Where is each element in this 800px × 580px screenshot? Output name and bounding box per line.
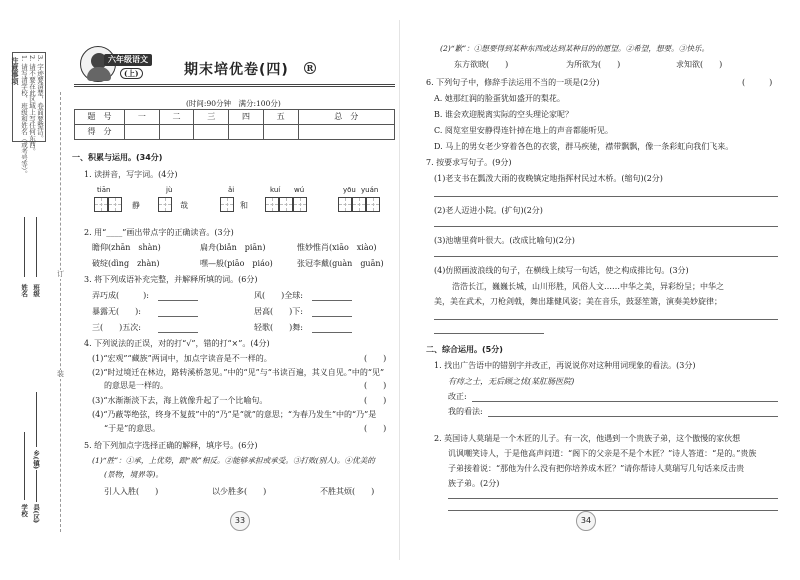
score-cell-1[interactable] <box>125 125 160 140</box>
s2-q1-view-line[interactable] <box>488 416 778 417</box>
q7-answer-line-2[interactable] <box>434 226 778 227</box>
q4-answer-4[interactable]: ( ) <box>364 424 387 433</box>
cut-label: 订 <box>57 270 64 278</box>
binding-strip <box>8 52 62 552</box>
q4-item-1: (1)“宏观”“藏族”两词中，加点字读音是不一样的。 <box>92 354 272 363</box>
score-cell-2[interactable] <box>159 125 194 140</box>
header-rule-2 <box>74 86 395 87</box>
q3-answer-line-5[interactable] <box>158 332 198 333</box>
student-body-icon <box>87 67 111 81</box>
name-line[interactable] <box>24 217 25 277</box>
q3-item-1: 弄巧成( ): <box>92 291 149 300</box>
score-col-5: 五 <box>263 110 298 125</box>
q3-answer-line-6[interactable] <box>312 332 352 333</box>
q1-box-6[interactable] <box>279 197 293 212</box>
q3-item-4: 居高( )下: <box>254 307 303 316</box>
q5-item-2[interactable]: 以少胜多( ) <box>212 487 267 496</box>
q2-stem: 2. 用“____”画出带点字的正确读音。(3分) <box>84 228 234 237</box>
s2-q2-answer-line-2[interactable] <box>448 510 778 511</box>
q4-stem: 4. 下列说法的正误，对的打“√”，错的打“×”。(4分) <box>84 339 270 348</box>
score-table-score-row <box>75 125 395 140</box>
score-col-3: 三 <box>194 110 229 125</box>
s2-q1-stem: 1. 找出广告语中的错别字并改正，再说说你对这种用词现象的看法。(3分) <box>434 361 696 370</box>
q1-char-2: 哉 <box>180 201 188 210</box>
q7-item-2: (2)老人迈进小院。(扩句)(2分) <box>434 206 543 215</box>
header-rule <box>74 84 395 85</box>
q1-stem: 1. 读拼音，写字词。(4分) <box>84 170 178 179</box>
grade-label: 六年级语文 <box>104 54 152 66</box>
class-label: 班级 <box>32 284 41 297</box>
q6-stem: 6. 下列句子中，修辞手法运用不当的一项是(2分) <box>426 78 600 87</box>
q7-answer-line-3[interactable] <box>434 256 778 257</box>
q4-item-2: (2)“时过境迁在林边，路转溪桥忽见。”中的“见”与“书读百遍，其义自见。”中的“见” <box>92 368 385 377</box>
exam-info: (时间:90分钟 满分:100分) <box>186 99 281 108</box>
q7-stem: 7. 按要求写句子。(9分) <box>426 158 512 167</box>
q3-answer-line-2[interactable] <box>312 300 352 301</box>
q6-option-b: B. 谁会欢迎脱离实际的空头理论家呢？ <box>434 110 573 119</box>
q1-box-2[interactable] <box>108 197 122 212</box>
q1-pinyin-6: yōu <box>343 186 356 194</box>
name-label: 姓名 <box>20 284 29 297</box>
score-cell-3[interactable] <box>194 125 229 140</box>
s2-q1-fix-label: 改正: <box>448 392 467 401</box>
section1-title: 一、积累与运用。(34分) <box>72 153 163 162</box>
score-cell-total[interactable] <box>298 125 394 140</box>
score-table <box>74 109 395 140</box>
q1-pinyin-7: yuán <box>361 186 379 194</box>
q1-pinyin-5: wú <box>294 186 305 194</box>
town-line[interactable] <box>36 392 37 447</box>
q1-pinyin-3: ǎi <box>228 186 235 194</box>
s2-q1-fix-line[interactable] <box>472 401 778 402</box>
school-label: 学校 <box>20 504 29 517</box>
q7-answer-line-4[interactable] <box>434 319 778 320</box>
q2-item-4[interactable]: 破绽(dìng zhàn) <box>92 259 160 268</box>
q5b-def: (2)“歉”：①想要得到某种东西或达到某种目的的愿望。②希望，想要。③快乐。 <box>440 44 710 53</box>
q3-item-6: 轻歌( )舞: <box>254 323 303 332</box>
q2-item-5[interactable]: 嘿—般(piāo piáo) <box>200 259 273 268</box>
q4-item-3: (3)“水渐渐淡下去，海上就像升起了一个比喻句。 <box>92 396 268 405</box>
q3-item-2: 风( )全球: <box>254 291 303 300</box>
q4-item-4b: “于是”的意思。 <box>104 424 161 433</box>
q5-item-3[interactable]: 不胜其烦( ) <box>320 487 375 496</box>
registered-mark-icon: R <box>304 62 316 74</box>
s2-q2-line-4: 族子弟。(2分) <box>448 479 500 488</box>
q6-option-c: C. 阅览室里安静得连针掉在地上的声音都能听见。 <box>434 126 613 135</box>
q1-char-1: 静 <box>132 201 140 210</box>
q7-item-1: (1)老支书在瓢泼大雨的夜晚镇定地指挥村民过木桥。(缩句)(2分) <box>434 174 663 183</box>
q1-box-7[interactable] <box>293 197 307 212</box>
q1-pinyin-4: kuí <box>270 186 281 194</box>
notes-title: 注意事项 <box>11 57 20 85</box>
q3-answer-line-4[interactable] <box>312 316 352 317</box>
score-cell-4[interactable] <box>229 125 264 140</box>
q1-box-5[interactable] <box>265 197 279 212</box>
q3-stem: 3. 将下列成语补充完整，并解释所填的词。(6分) <box>84 275 258 284</box>
bind-label: 装 <box>57 370 64 378</box>
score-table-header-row <box>75 110 395 125</box>
note-2: 2. 请不要在此区域上写任何东西。 <box>28 55 36 155</box>
q3-answer-line-1[interactable] <box>158 300 198 301</box>
note-3: 3. 字迹要清楚，卷面要整洁。 <box>36 55 44 142</box>
class-line[interactable] <box>36 217 37 277</box>
q6-option-d: D. 马上的男女老少穿着各色的衣裳，群马疾驰，襟带飘飘，像一条彩虹向我们飞来。 <box>434 142 734 151</box>
page-number-right: 34 <box>576 511 596 531</box>
q7-passage-2: 美，美在武术，刀枪剑戟，舞出雄健风姿；美在音乐，鼓瑟笙箫，演奏美妙旋律； <box>434 297 722 306</box>
q4-answer-2[interactable]: ( ) <box>364 381 387 390</box>
grade-sub-label: (上) <box>120 68 143 79</box>
q3-item-3: 暴露无( ): <box>92 307 141 316</box>
q7-answer-line-1[interactable] <box>434 196 778 197</box>
s2-q2-line-1: 2. 英国诗人莫瑞是一个木匠的儿子。有一次，他遇到一个贵族子弟，这个傲慢的家伙想 <box>434 434 741 443</box>
score-col-label: 题 号 <box>75 110 125 125</box>
score-col-2: 二 <box>159 110 194 125</box>
score-row-label: 得 分 <box>75 125 125 140</box>
q1-box-1[interactable] <box>94 197 108 212</box>
q1-box-10[interactable] <box>366 197 380 212</box>
q4-answer-1[interactable]: ( ) <box>364 354 387 363</box>
q5-def-1: (1)“胜”：①承，上优势，跟“败”相反。②能够承担或承受。③打败(别人)。④优美的 <box>92 456 375 465</box>
page-right <box>400 0 800 580</box>
q7-item-4: (4)仿照画波浪线的句子，在横线上续写一句话，使之构成排比句。(3分) <box>434 266 689 275</box>
q1-box-3[interactable] <box>158 197 172 212</box>
score-col-total: 总 分 <box>298 110 394 125</box>
page-number-left: 33 <box>230 511 250 531</box>
q2-item-2[interactable]: 扁舟(biǎn piān) <box>200 243 266 252</box>
brand-logo <box>80 44 166 84</box>
q7-passage-1: 浩浩长江，巍巍长城，山川形胜，风俗人文……中华之美，异彩纷呈；中华之 <box>452 282 724 291</box>
q4-answer-3[interactable]: ( ) <box>364 396 387 405</box>
cut-line <box>60 92 61 532</box>
q5-stem: 5. 给下列加点字选择正确的解释，填序号。(6分) <box>84 441 258 450</box>
county-line[interactable] <box>36 470 37 502</box>
q6-option-a: A. 她那红润的脸蛋犹如盛开的梨花。 <box>434 94 565 103</box>
q3-answer-line-3[interactable] <box>158 316 198 317</box>
q4-item-2b: 的意思是一样的。 <box>104 381 168 390</box>
county-label: 县(区) <box>32 504 41 524</box>
q5b-item-2[interactable]: 为所欲为( ) <box>566 60 621 69</box>
s2-q1-view-label: 我的看法: <box>448 407 483 416</box>
q5-item-1[interactable]: 引人入胜( ) <box>104 487 159 496</box>
q5b-item-3[interactable]: 求知欲( ) <box>676 60 723 69</box>
section2-title: 二、综合运用。(5分) <box>426 345 503 354</box>
notes-box <box>11 52 46 178</box>
q1-pinyin-2: jù <box>166 186 173 194</box>
q1-pinyin-1: tiān <box>97 186 111 194</box>
q1-box-8[interactable] <box>338 197 352 212</box>
score-cell-5[interactable] <box>263 125 298 140</box>
q7-item-3: (3)池塘里荷叶很大。(改成比喻句)(2分) <box>434 236 575 245</box>
exam-title: 期末培优卷(四) <box>184 62 289 78</box>
q1-box-9[interactable] <box>352 197 366 212</box>
q7-answer-line-5[interactable] <box>434 333 544 334</box>
q5b-item-1[interactable]: 东方欲晓( ) <box>454 60 509 69</box>
q2-item-1[interactable]: 瞻仰(zhān shàn) <box>92 243 161 252</box>
s2-q2-line-3: 子弟接着说：“那他为什么没有把你培养成木匠？”请你帮诗人莫瑞写几句话来反击贵 <box>448 464 745 473</box>
q1-box-4[interactable] <box>220 197 234 212</box>
q2-item-6[interactable]: 张冠李戴(guàn guān) <box>297 259 384 268</box>
s2-q2-line-2: 讥讽嘲笑诗人，于是他高声问道：“阁下的父亲是不是个木匠？”诗人答道：“是的。”贵族 <box>448 449 757 458</box>
score-col-4: 四 <box>229 110 264 125</box>
q3-item-5: 三( )五次: <box>92 323 141 332</box>
q5-def-2: (景物，境界等)。 <box>104 470 164 479</box>
q6-answer[interactable]: ( ) <box>742 78 773 87</box>
town-label: 乡(镇) <box>32 450 41 470</box>
q2-item-3[interactable]: 惟妙惟肖(xiāo xiào) <box>297 243 377 252</box>
q1-char-3: 和 <box>240 201 248 210</box>
q4-item-4: (4)“乃蔽等绝弦，终身不复鼓”中的“乃”是“就”的意思；“为春乃发生”中的“乃”是 <box>92 410 377 419</box>
s2-q1-ad: 有痔之士，无后顾之忧(某肛肠医院) <box>448 377 575 386</box>
note-1: 1. 请写清学校、班级和姓名（或考号等）。 <box>20 55 28 178</box>
score-col-1: 一 <box>125 110 160 125</box>
school-line[interactable] <box>24 432 25 500</box>
s2-q2-answer-line-1[interactable] <box>448 498 778 499</box>
